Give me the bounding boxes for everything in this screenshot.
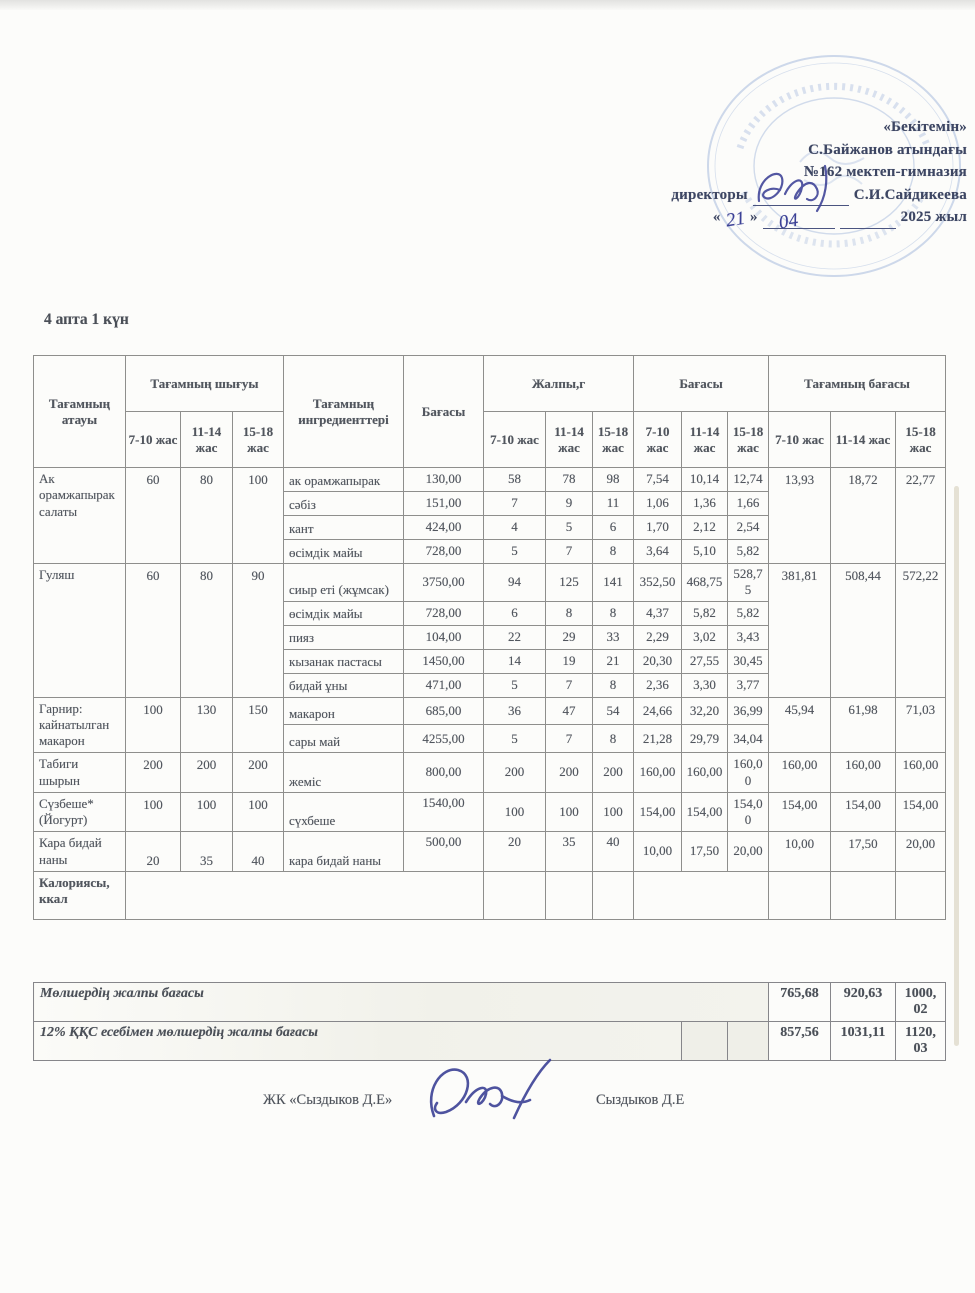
cell-dish-price: 381,81 [769, 564, 831, 698]
cell-ingredient: жеміс [284, 753, 404, 793]
scan-edge-right [954, 486, 959, 1046]
approval-line-date [607, 206, 967, 233]
cell-ingredient: сары май [284, 725, 404, 753]
cell-total-g: 141 [593, 564, 634, 602]
header-row-groups [34, 356, 946, 412]
age-col-header: 15-18 жас [896, 412, 946, 468]
summary-value: 1031,11 [831, 1022, 896, 1061]
cell-cost: 20,00 [728, 832, 769, 872]
cell-total-g: 5 [484, 725, 546, 753]
cell-price: 104,00 [404, 625, 484, 649]
cell-total-g: 6 [593, 516, 634, 540]
summary-value: 1000,02 [896, 983, 946, 1022]
cell-ingredient: ак орамжапырак [284, 468, 404, 492]
cell-cost: 4,37 [634, 601, 682, 625]
table-row [34, 564, 946, 602]
cell-cost: 160,00 [728, 753, 769, 793]
col-header-price2: Бағасы [634, 356, 769, 412]
cell-total-g: 100 [593, 792, 634, 832]
cell-cost: 27,55 [682, 649, 728, 673]
age-col-header: 11-14 жас [181, 412, 233, 468]
cell-total-g: 5 [484, 673, 546, 697]
cell-total-g: 4 [484, 516, 546, 540]
cell-total-g: 98 [593, 468, 634, 492]
cell-cost: 468,75 [682, 564, 728, 602]
table-row [34, 832, 946, 872]
cell-total-g: 54 [593, 697, 634, 725]
cell-dish-price: 71,03 [896, 697, 946, 753]
cell-cost: 5,82 [728, 601, 769, 625]
cell-dish-price: 20,00 [896, 832, 946, 872]
scan-edge-top [0, 0, 975, 10]
cell-ingredient: пияз [284, 625, 404, 649]
date-month-line [763, 209, 835, 233]
cell-ingredient: кант [284, 516, 404, 540]
cell-price: 1540,00 [404, 792, 484, 832]
cell-output: 100 [181, 792, 233, 832]
cell-empty [484, 871, 546, 919]
cell-cost: 5,10 [682, 540, 728, 564]
cell-total-g: 11 [593, 492, 634, 516]
cell-output: 80 [181, 564, 233, 698]
totals-table [33, 982, 946, 1061]
cell-dish-name: Ак орамжапырак салаты [34, 468, 126, 564]
cell-cost: 160,00 [634, 753, 682, 793]
cell-cost: 20,30 [634, 649, 682, 673]
cell-output: 80 [181, 468, 233, 564]
cell-empty [769, 871, 831, 919]
cell-dish-price: 17,50 [831, 832, 896, 872]
cell-total-g: 33 [593, 625, 634, 649]
cell-empty [593, 871, 634, 919]
cell-price: 4255,00 [404, 725, 484, 753]
cell-cost: 3,64 [634, 540, 682, 564]
cell-dish-name: Гуляш [34, 564, 126, 698]
cell-cost: 3,43 [728, 625, 769, 649]
cell-dish-price: 160,00 [769, 753, 831, 793]
cell-price: 728,00 [404, 601, 484, 625]
cell-total-g: 7 [546, 725, 593, 753]
cell-total-g: 100 [484, 792, 546, 832]
menu-table [33, 355, 946, 920]
vendor-company-label: ЖК «Сыздыков Д.Е» [263, 1092, 393, 1108]
quote-close: » [749, 209, 758, 225]
director-name: С.И.Сайдикеева [853, 186, 967, 203]
cell-cost: 1,06 [634, 492, 682, 516]
col-header-dish-price: Тағамның бағасы [769, 356, 946, 412]
cell-total-g: 125 [546, 564, 593, 602]
header-row-ages [34, 412, 946, 468]
director-label: директоры [671, 186, 748, 203]
cell-cost: 12,74 [728, 468, 769, 492]
cell-empty [682, 1022, 728, 1061]
cell-cost: 1,66 [728, 492, 769, 516]
summary-value: 765,68 [769, 983, 831, 1022]
cell-ingredient: сәбіз [284, 492, 404, 516]
cell-total-g: 36 [484, 697, 546, 725]
cell-cost: 154,00 [634, 792, 682, 832]
cell-output: 100 [126, 792, 181, 832]
col-header-output: Тағамның шығуы [126, 356, 284, 412]
cell-total-g: 21 [593, 649, 634, 673]
cell-cost: 160,00 [682, 753, 728, 793]
director-signature-icon [753, 186, 849, 206]
cell-total-g: 29 [546, 625, 593, 649]
cell-total-g: 7 [546, 540, 593, 564]
cell-output: 60 [126, 564, 181, 698]
cell-total-g: 78 [546, 468, 593, 492]
cell-cost: 3,77 [728, 673, 769, 697]
handwritten-month: 04 [777, 209, 800, 233]
cell-price: 500,00 [404, 832, 484, 872]
cell-ingredient: сиыр еті (жұмсак) [284, 564, 404, 602]
cell-total-g: 94 [484, 564, 546, 602]
cell-total-g: 8 [593, 673, 634, 697]
cell-total-g: 8 [593, 725, 634, 753]
cell-dish-price: 160,00 [831, 753, 896, 793]
cell-output: 100 [126, 697, 181, 753]
cell-cost: 21,28 [634, 725, 682, 753]
page-title: 4 апта 1 күн [44, 311, 129, 328]
cell-dish-price: 22,77 [896, 468, 946, 564]
cell-total-g: 47 [546, 697, 593, 725]
table-row [34, 1022, 946, 1061]
cell-total-g: 35 [546, 832, 593, 872]
cell-ingredient: кара бидай наны [284, 832, 404, 872]
cell-output: 40 [233, 832, 284, 872]
cell-cost: 352,50 [634, 564, 682, 602]
col-header-ingredients: Тағамның ингредиенттері [284, 356, 404, 468]
cell-price: 151,00 [404, 492, 484, 516]
col-header-price: Бағасы [404, 356, 484, 468]
date-blank-line [840, 210, 896, 229]
age-col-header: 11-14 жас [831, 412, 896, 468]
cell-total-g: 14 [484, 649, 546, 673]
cell-total-g: 6 [484, 601, 546, 625]
cell-cost: 2,29 [634, 625, 682, 649]
cell-output: 150 [233, 697, 284, 753]
cell-total-g: 8 [593, 540, 634, 564]
cell-price: 130,00 [404, 468, 484, 492]
vendor-signed-name: Сыздыков Д.Е [596, 1092, 685, 1108]
cell-cost: 30,45 [728, 649, 769, 673]
cell-ingredient: сүхбеше [284, 792, 404, 832]
cell-cost: 29,79 [682, 725, 728, 753]
approval-line-school-name: С.Байжанов атындағы [808, 141, 967, 158]
cell-dish-price: 18,72 [831, 468, 896, 564]
cell-cost: 2,54 [728, 516, 769, 540]
approval-year: 2025 жыл [900, 209, 967, 225]
cell-total-g: 20 [484, 832, 546, 872]
cell-dish-price: 154,00 [896, 792, 946, 832]
cell-total-g: 100 [546, 792, 593, 832]
table-row [34, 697, 946, 725]
cell-cost: 2,36 [634, 673, 682, 697]
cell-dish-price: 10,00 [769, 832, 831, 872]
approval-line-school-number: №162 мектеп-гимназия [803, 164, 967, 180]
cell-price: 685,00 [404, 697, 484, 725]
cell-dish-name: Калориясы, ккал [34, 871, 126, 919]
cell-cost: 7,54 [634, 468, 682, 492]
cell-total-g: 200 [593, 753, 634, 793]
cell-price: 3750,00 [404, 564, 484, 602]
col-header-total-g: Жалпы,г [484, 356, 634, 412]
age-col-header: 7-10 жас [769, 412, 831, 468]
cell-output: 200 [181, 753, 233, 793]
cell-price: 1450,00 [404, 649, 484, 673]
cell-price: 424,00 [404, 516, 484, 540]
cell-dish-name: Табиги шырын [34, 753, 126, 793]
approval-line-bekitemin: «Бекітемін» [883, 119, 967, 135]
cell-ingredient: макарон [284, 697, 404, 725]
age-col-header: 7-10 жас [634, 412, 682, 468]
cell-total-g: 22 [484, 625, 546, 649]
cell-total-g: 8 [546, 601, 593, 625]
cell-dish-name: Сүзбеше* (Йогурт) [34, 792, 126, 832]
cell-total-g: 200 [546, 753, 593, 793]
cell-total-g: 19 [546, 649, 593, 673]
age-col-header: 15-18 жас [233, 412, 284, 468]
table-row [34, 871, 946, 919]
cell-price: 728,00 [404, 540, 484, 564]
age-col-header: 15-18 жас [593, 412, 634, 468]
cell-output: 90 [233, 564, 284, 698]
age-col-header: 15-18 жас [728, 412, 769, 468]
cell-total-g: 8 [593, 601, 634, 625]
cell-cost: 24,66 [634, 697, 682, 725]
cell-ingredient: кызанак пастасы [284, 649, 404, 673]
cell-empty [634, 871, 769, 919]
table-row [34, 792, 946, 832]
cell-cost: 1,70 [634, 516, 682, 540]
cell-total-g: 7 [484, 492, 546, 516]
age-col-header: 7-10 жас [126, 412, 181, 468]
approval-line-director [607, 184, 967, 207]
cell-output: 130 [181, 697, 233, 753]
cell-dish-price: 160,00 [896, 753, 946, 793]
quote-open: « [712, 209, 721, 225]
cell-total-g: 7 [546, 673, 593, 697]
cell-dish-price: 45,94 [769, 697, 831, 753]
summary-value: 920,63 [831, 983, 896, 1022]
cell-dish-price: 508,44 [831, 564, 896, 698]
col-header-dish-name: Тағамның атауы [34, 356, 126, 468]
cell-dish-price: 154,00 [769, 792, 831, 832]
age-col-header: 11-14 жас [546, 412, 593, 468]
cell-cost: 10,14 [682, 468, 728, 492]
cell-dish-name: Кара бидай наны [34, 832, 126, 872]
cell-total-g: 5 [484, 540, 546, 564]
cell-empty [546, 871, 593, 919]
cell-cost: 17,50 [682, 832, 728, 872]
cell-price: 471,00 [404, 673, 484, 697]
cell-output: 200 [233, 753, 284, 793]
cell-price: 800,00 [404, 753, 484, 793]
cell-empty [896, 871, 946, 919]
cell-dish-price: 572,22 [896, 564, 946, 698]
cell-empty [126, 871, 484, 919]
cell-total-g: 200 [484, 753, 546, 793]
cell-empty [831, 871, 896, 919]
cell-total-g: 5 [546, 516, 593, 540]
cell-cost: 1,36 [682, 492, 728, 516]
cell-cost: 154,00 [728, 792, 769, 832]
cell-empty [728, 1022, 769, 1061]
cell-dish-price: 13,93 [769, 468, 831, 564]
cell-cost: 5,82 [682, 601, 728, 625]
cell-total-g: 58 [484, 468, 546, 492]
cell-dish-price: 154,00 [831, 792, 896, 832]
table-row [34, 753, 946, 793]
cell-cost: 2,12 [682, 516, 728, 540]
cell-cost: 10,00 [634, 832, 682, 872]
cell-total-g: 40 [593, 832, 634, 872]
cell-cost: 3,30 [682, 673, 728, 697]
cell-cost: 3,02 [682, 625, 728, 649]
cell-output: 100 [233, 468, 284, 564]
cell-dish-price: 61,98 [831, 697, 896, 753]
cell-cost: 5,82 [728, 540, 769, 564]
cell-output: 100 [233, 792, 284, 832]
cell-cost: 34,04 [728, 725, 769, 753]
table-row [34, 468, 946, 492]
cell-cost: 154,00 [682, 792, 728, 832]
cell-ingredient: өсімдік майы [284, 540, 404, 564]
cell-cost: 32,20 [682, 697, 728, 725]
cell-cost: 36,99 [728, 697, 769, 725]
summary-label: Мөлшердің жалпы бағасы [34, 983, 769, 1022]
age-col-header: 11-14 жас [682, 412, 728, 468]
summary-value: 857,56 [769, 1022, 831, 1061]
cell-cost: 528,75 [728, 564, 769, 602]
vendor-signature-icon [418, 1058, 568, 1145]
approval-block [607, 116, 967, 233]
cell-output: 20 [126, 832, 181, 872]
summary-label: 12% ҚҚС есебімен мөлшердің жалпы бағасы [34, 1022, 682, 1061]
handwritten-day: 21 [723, 207, 747, 231]
cell-ingredient: бидай ұны [284, 673, 404, 697]
summary-value: 1120,03 [896, 1022, 946, 1061]
cell-output: 35 [181, 832, 233, 872]
cell-ingredient: өсімдік майы [284, 601, 404, 625]
cell-output: 60 [126, 468, 181, 564]
cell-output: 200 [126, 753, 181, 793]
cell-total-g: 9 [546, 492, 593, 516]
table-row [34, 983, 946, 1022]
cell-dish-name: Гарнир: кайнатылган макарон [34, 697, 126, 753]
age-col-header: 7-10 жас [484, 412, 546, 468]
